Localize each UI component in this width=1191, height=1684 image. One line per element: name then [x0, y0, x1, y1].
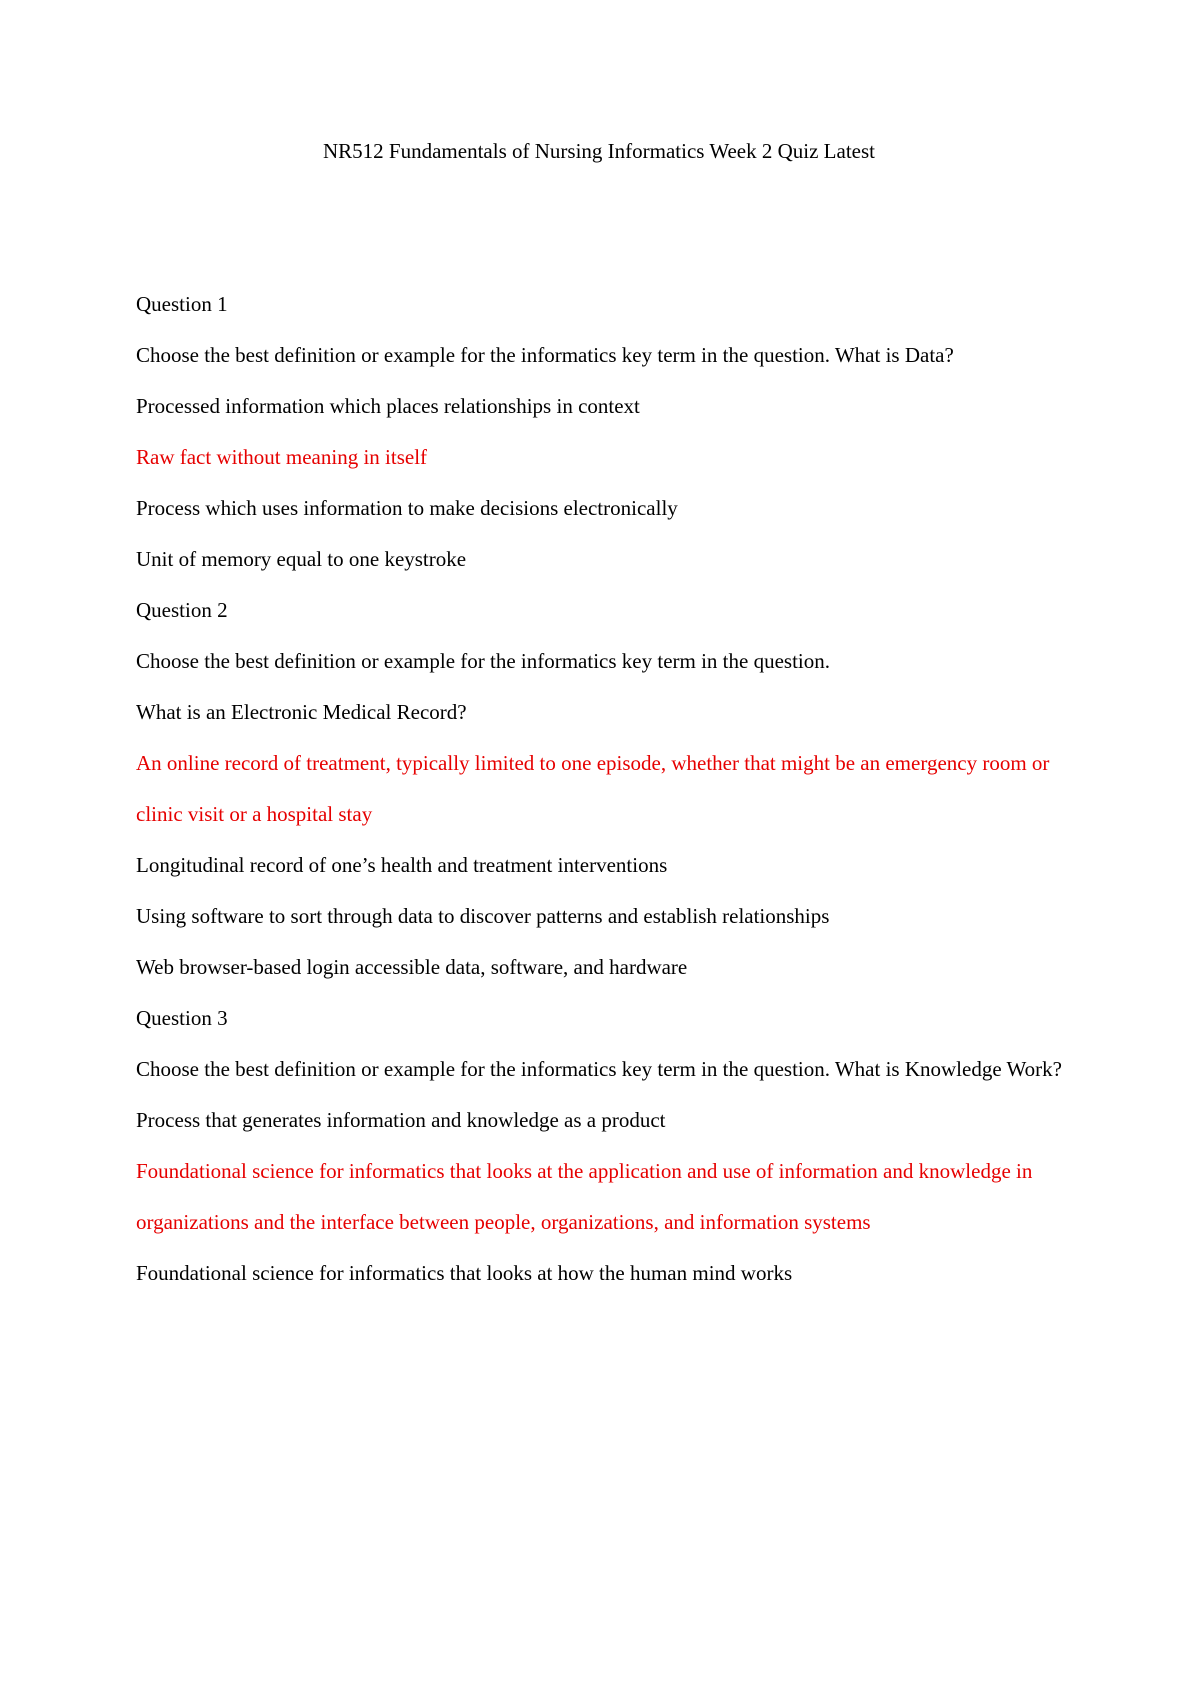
- paragraph: Unit of memory equal to one keystroke: [136, 547, 467, 571]
- document-content: [136, 126, 1062, 1299]
- paragraph: Foundational science for informatics that looks at the application and use of information and knowledge in organizations and the interface between people, organizations, and information systems: [136, 1159, 1033, 1234]
- paragraph: Longitudinal record of one’s health and treatment interventions: [136, 853, 668, 877]
- paragraph: Choose the best definition or example for the informatics key term in the question. What is Knowledge Work?: [136, 1057, 1062, 1081]
- paragraph: Process that generates information and knowledge as a product: [136, 1108, 666, 1132]
- paragraph: Question 2: [136, 598, 228, 622]
- paragraph: Process which uses information to make decisions electronically: [136, 496, 678, 520]
- paragraph: Web browser-based login accessible data, software, and hardware: [136, 955, 688, 979]
- paragraph-list: [136, 279, 1062, 1299]
- paragraph: What is an Electronic Medical Record?: [136, 700, 467, 724]
- paragraph: Processed information which places relationships in context: [136, 394, 640, 418]
- document-title: NR512 Fundamentals of Nursing Informatics Week 2 Quiz Latest: [323, 139, 875, 163]
- paragraph: Using software to sort through data to discover patterns and establish relationships: [136, 904, 830, 928]
- paragraph: An online record of treatment, typically limited to one episode, whether that might be an emergency room or clinic visit or a hospital stay: [136, 751, 1050, 826]
- paragraph: Choose the best definition or example for the informatics key term in the question.: [136, 649, 830, 673]
- paragraph: Question 1: [136, 292, 228, 316]
- paragraph: Foundational science for informatics that looks at how the human mind works: [136, 1261, 793, 1285]
- paragraph: Raw fact without meaning in itself: [136, 445, 428, 469]
- paragraph: Choose the best definition or example for the informatics key term in the question. What is Data?: [136, 343, 954, 367]
- paragraph: Question 3: [136, 1006, 228, 1030]
